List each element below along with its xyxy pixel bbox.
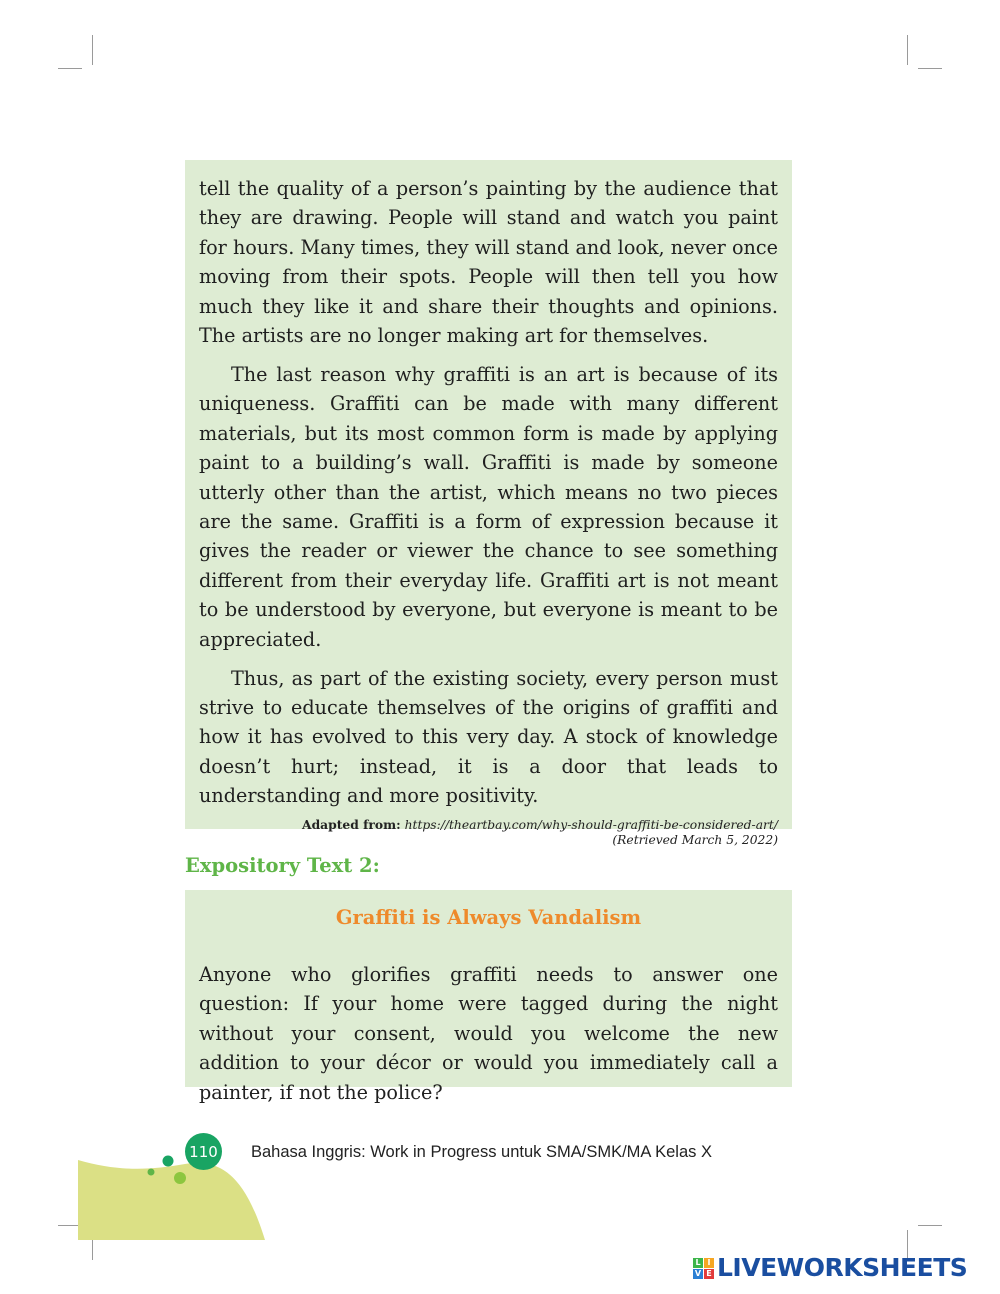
crop-mark <box>58 68 82 69</box>
source-url: https://theartbay.com/why-should-graffiti-be-considered-art/ <box>404 817 778 832</box>
retrieved-date: (Retrieved March 5, 2022) <box>612 832 778 847</box>
crop-mark <box>918 1225 942 1226</box>
decor-dot <box>163 1156 174 1167</box>
article-title: Graffiti is Always Vandalism <box>335 906 642 929</box>
liveworksheets-wordmark: LIVEWORKSHEETS <box>717 1253 968 1282</box>
source-label: Adapted from: <box>302 816 401 832</box>
decor-dot <box>174 1172 186 1184</box>
liveworksheets-watermark <box>693 1253 967 1283</box>
logo-letter: V <box>694 1269 702 1278</box>
section-heading: Expository Text 2: <box>185 854 380 877</box>
passage-paragraph: tell the quality of a person’s painting by the audience that they are drawing. People will stand and watch you paint for hours. Many times, they will stand and look, never once moving from their spots. People will then tell you how much they like it and share their thoughts and opinions. The artists are no longer making art for themselves. <box>199 177 778 348</box>
page-number: 110 <box>185 1133 222 1170</box>
decor-dot <box>148 1169 155 1176</box>
source-citation <box>199 817 778 848</box>
passage-paragraph: The last reason why graffiti is an art is because of its uniqueness. Graffiti can be made with many different materials, but its most common form is made by applying paint to a building’s wall. Graffiti is made by someone utterly other than the artist, which means no two pieces are the same. Graffiti is a form of expression because it gives the reader or viewer the chance to see something different from their everyday life. Graffiti art is not meant to be understood by everyone, but everyone is meant to be appreciated. <box>199 362 778 651</box>
passage-paragraph: Thus, as part of the existing society, every person must strive to educate themselves of the origins of graffiti and how it has evolved to this very day. A stock of knowledge doesn’t hurt; instead, it is a door that leads to understanding and more positivity. <box>199 666 778 808</box>
logo-letter: I <box>704 1258 714 1268</box>
logo-letter: L <box>693 1258 703 1268</box>
liveworksheets-logo-icon <box>693 1258 714 1279</box>
crop-mark <box>907 35 908 65</box>
crop-mark <box>92 35 93 65</box>
expository-text-2-box <box>185 890 792 1104</box>
article-paragraph: Anyone who glorifies graffiti needs to answer one question: If your home were tagged during the night without your consent, would you welcome the new addition to your décor or would you immediately call a painter, if not the police? <box>199 963 778 1104</box>
logo-letter: E <box>704 1269 714 1279</box>
footer-book-title: Bahasa Inggris: Work in Progress untuk SMA/SMK/MA Kelas X <box>251 1143 712 1161</box>
passage-continued-box <box>185 160 792 847</box>
crop-mark <box>918 68 942 69</box>
